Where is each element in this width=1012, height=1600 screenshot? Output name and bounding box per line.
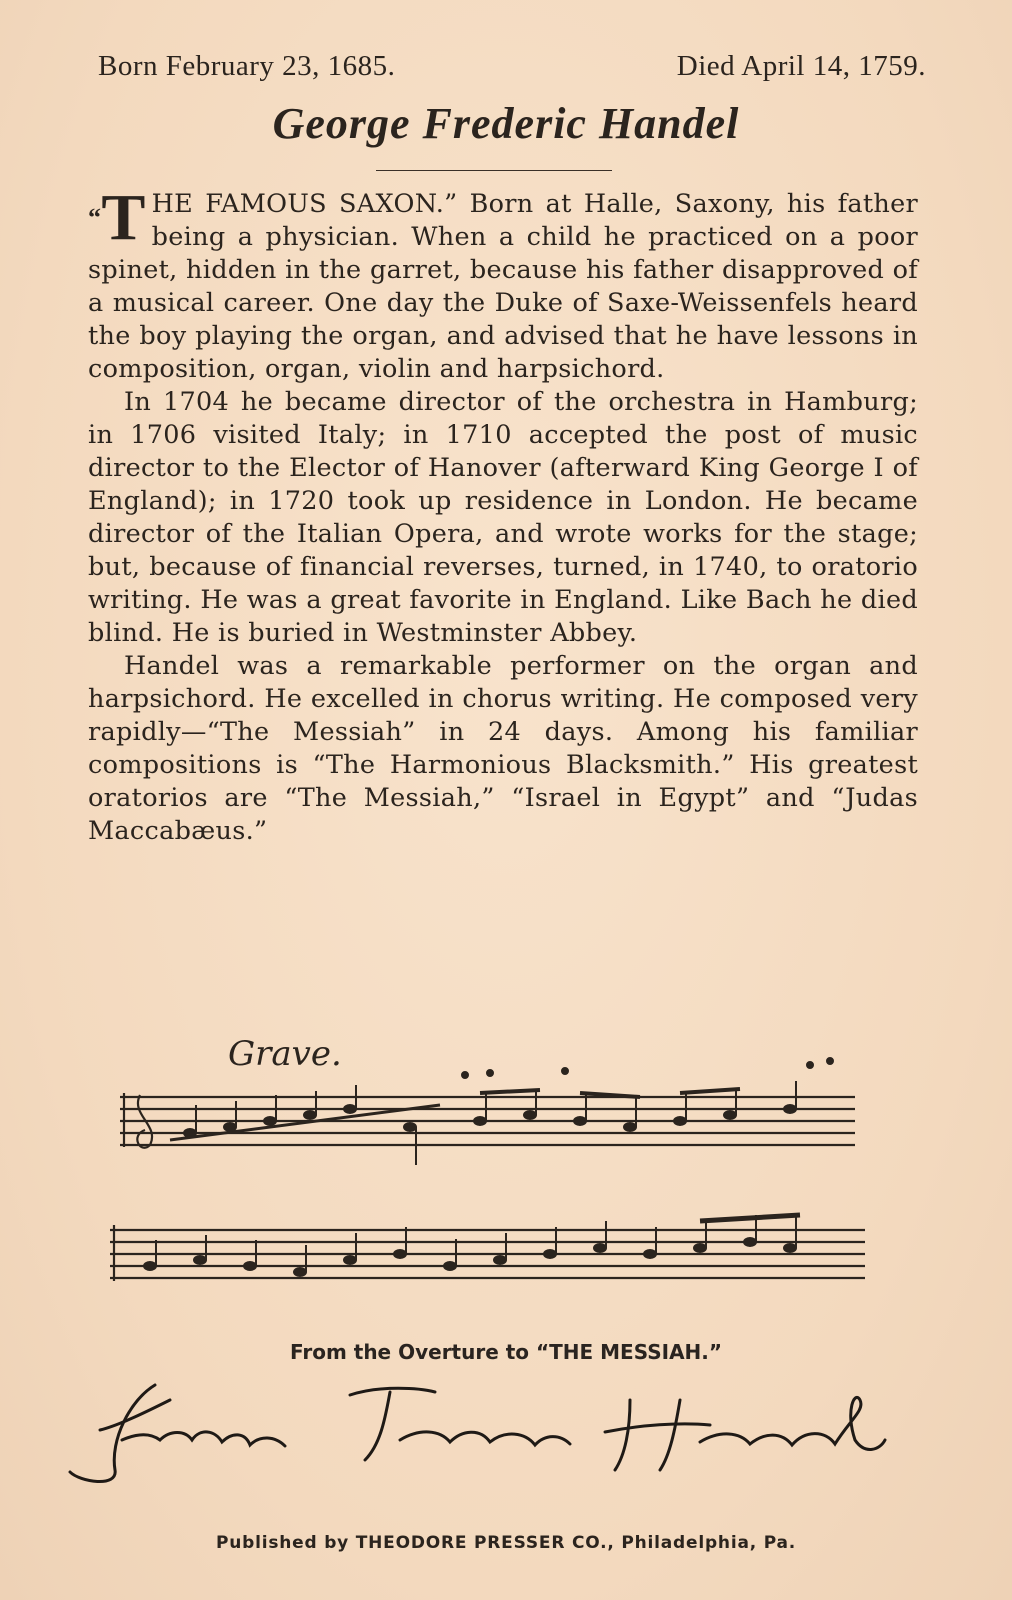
birth-date: Born February 23, 1685. xyxy=(98,50,396,82)
upper-notes xyxy=(184,1058,833,1165)
tempo-marking: Grave. xyxy=(228,1035,342,1074)
paragraph-3: Handel was a remarkable performer on the organ and harpsichord. He excelled in chorus writing. He composed very rapidly—“The Messiah” in 24 days. Among his familiar compositions is “The Harmonious Blacksmith.” His greatest oratorios are “The Messiah,” “Israel in Egypt” and “Judas Maccabæus.” xyxy=(88,651,918,846)
upper-staff xyxy=(120,1093,855,1148)
page-title: George Frederic Handel xyxy=(272,99,740,148)
dates-line xyxy=(98,50,926,83)
publisher-line: Published by THEODORE PRESSER CO., Philadelphia, Pa. xyxy=(215,1533,797,1553)
signature-text: George Frideric Handel xyxy=(60,1370,73,1371)
lower-staff xyxy=(110,1225,865,1281)
signature xyxy=(60,1370,940,1500)
death-date: Died April 14, 1759. xyxy=(676,50,926,82)
biography-text xyxy=(88,181,918,848)
paragraph-1: “T HE FAMOUS SAXON.” Born at Halle, Saxony, his father being a physician. When a child he practiced on a poor spinet, hidden in the garret, because his father disapproved of a musical career. One day the Duke of Saxe-Weissenfels heard the boy playing the organ, and advised that he have lessons in composition, organ, violin and harpsichord. xyxy=(88,181,918,384)
music-caption: From the Overture to “THE MESSIAH.” xyxy=(289,1340,723,1364)
music-manuscript xyxy=(110,1035,890,1335)
title-divider xyxy=(376,170,612,171)
drop-cap: “T xyxy=(88,181,146,254)
paragraph-2: In 1704 he became director of the orchestra in Hamburg; in 1706 visited Italy; in 1710 accepted the post of music director to the Elector of Hanover (afterward King George I of England); in 1720 took up residence in London. He became director of the Italian Opera, and wrote works for the stage; but, because of financial reverses, turned, in 1740, to oratorio writing. He was a great favorite in England. Like Bach he died blind. He is buried in Westminster Abbey. xyxy=(88,387,918,648)
